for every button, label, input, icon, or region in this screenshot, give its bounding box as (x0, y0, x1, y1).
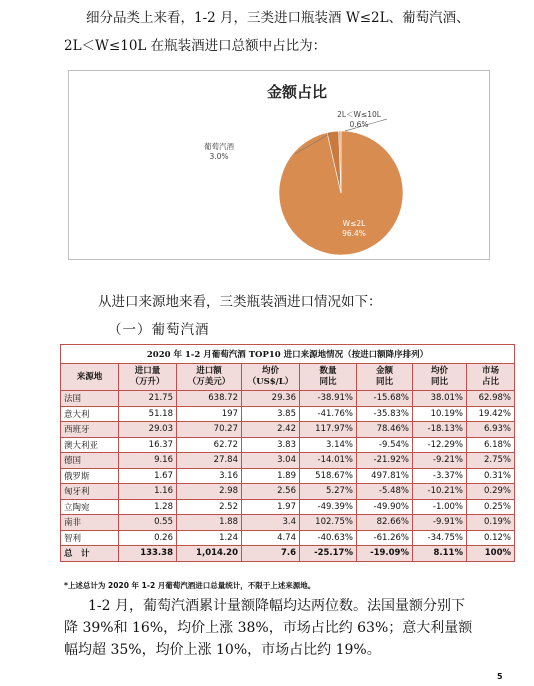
source-paragraph: 从进口来源地来看，三类瓶装酒进口情况如下： (98, 294, 382, 310)
slice-label: 葡萄汽酒 (204, 142, 234, 151)
table-row (61, 391, 515, 407)
value-cell: 197 (177, 406, 242, 422)
pie-chart (69, 71, 489, 259)
value-cell: 638.72 (177, 391, 242, 407)
country-cell: 匈牙利 (61, 484, 119, 500)
value-cell: -49.90% (357, 499, 413, 515)
value-cell: -15.68% (357, 391, 413, 407)
value-cell: 9.16 (119, 453, 177, 469)
page-number: 5 (497, 672, 503, 681)
value-cell: -5.48% (357, 484, 413, 500)
total-label-cell: 总 计 (61, 546, 119, 562)
column-header-line: 进口量 (134, 366, 161, 376)
value-cell: -9.21% (413, 453, 467, 469)
country-cell: 澳大利亚 (61, 437, 119, 453)
value-cell: 78.46% (357, 422, 413, 438)
column-header (357, 364, 413, 391)
column-header-subline: （万美元） (187, 377, 231, 387)
total-value-cell: 133.38 (119, 546, 177, 562)
value-cell: 0.26 (119, 530, 177, 546)
total-value-cell: 7.6 (242, 546, 300, 562)
value-cell: -9.91% (413, 515, 467, 531)
table-footnote: *上述总计为 2020 年 1-2 月葡萄汽酒进口总量统计，不限于上述来源地。 (64, 581, 316, 590)
value-cell: 117.97% (300, 422, 357, 438)
value-cell: -9.54% (357, 437, 413, 453)
total-value-cell: -19.09% (357, 546, 413, 562)
value-cell: 51.18 (119, 406, 177, 422)
value-cell: 0.31% (467, 468, 515, 484)
column-header (242, 364, 300, 391)
value-cell: -3.37% (413, 468, 467, 484)
country-cell: 南非 (61, 515, 119, 531)
column-header-subline: （万升） (130, 377, 165, 387)
value-cell: 62.72 (177, 437, 242, 453)
value-cell: 1.67 (119, 468, 177, 484)
value-cell: 3.83 (242, 437, 300, 453)
chart-title: 金额占比 (266, 83, 328, 101)
intro-paragraph-line-2: 2L＜W≤10L 在瓶装酒进口总额中占比为： (64, 38, 327, 54)
total-value-cell: -25.17% (300, 546, 357, 562)
value-cell: 497.81% (357, 468, 413, 484)
value-cell: 0.12% (467, 530, 515, 546)
value-cell: 6.93% (467, 422, 515, 438)
analysis-line-1: 1-2 月，葡萄汽酒累计量额降幅均达两位数。法国量额分别下 (88, 598, 465, 614)
slice-value-label: 96.4% (342, 229, 366, 238)
column-header-subline: 同比 (430, 377, 448, 387)
column-header (300, 364, 357, 391)
value-cell: 2.56 (242, 484, 300, 500)
column-header-line: 均价 (261, 366, 279, 376)
value-cell: 3.85 (242, 406, 300, 422)
analysis-line-2: 降 39%和 16%，均价上涨 38%，市场占比约 63%；意大利量额 (64, 620, 473, 636)
table-caption: 2020 年 1-2 月葡萄汽酒 TOP10 进口来源地情况（按进口额降序排列） (61, 345, 515, 364)
value-cell: 1.89 (242, 468, 300, 484)
country-cell: 西班牙 (61, 422, 119, 438)
value-cell: 3.4 (242, 515, 300, 531)
value-cell: -38.91% (300, 391, 357, 407)
value-cell: 62.98% (467, 391, 515, 407)
value-cell: 16.37 (119, 437, 177, 453)
table-header-row (61, 364, 515, 391)
value-cell: 2.42 (242, 422, 300, 438)
value-cell: -18.13% (413, 422, 467, 438)
value-cell: 1.88 (177, 515, 242, 531)
value-cell: 2.52 (177, 499, 242, 515)
value-cell: 21.75 (119, 391, 177, 407)
intro-paragraph-line-1: 细分品类上来看，1-2 月，三类进口瓶装酒 W≤2L、葡萄汽酒、 (86, 10, 470, 26)
value-cell: 0.25% (467, 499, 515, 515)
slice-value-label: 3.0% (209, 152, 229, 161)
table-row (61, 437, 515, 453)
column-header (413, 364, 467, 391)
table-row (61, 468, 515, 484)
column-header-line: 均价 (430, 366, 448, 376)
value-cell: 3.14% (300, 437, 357, 453)
column-header-subline: 同比 (375, 377, 393, 387)
country-cell: 智利 (61, 530, 119, 546)
value-cell: 38.01% (413, 391, 467, 407)
value-cell: 70.27 (177, 422, 242, 438)
value-cell: -21.92% (357, 453, 413, 469)
value-cell: 5.27% (300, 484, 357, 500)
slice-value-label: 0.6% (349, 120, 369, 129)
value-cell: 3.04 (242, 453, 300, 469)
import-table (60, 344, 515, 562)
column-header (119, 364, 177, 391)
value-cell: 29.36 (242, 391, 300, 407)
pie-chart-box (68, 70, 490, 260)
value-cell: 1.28 (119, 499, 177, 515)
table-row (61, 484, 515, 500)
table-total-row (61, 546, 515, 562)
value-cell: 1.97 (242, 499, 300, 515)
country-cell: 立陶宛 (61, 499, 119, 515)
analysis-line-3: 幅均超 35%，均价上涨 10%，市场占比约 19%。 (64, 642, 381, 658)
value-cell: 518.67% (300, 468, 357, 484)
value-cell: 0.55 (119, 515, 177, 531)
value-cell: 0.29% (467, 484, 515, 500)
column-header-subline: 同比 (319, 377, 337, 387)
value-cell: 19.42% (467, 406, 515, 422)
column-header-line: 进口额 (196, 366, 222, 376)
column-header-subline: （US$/L） (247, 377, 294, 387)
total-value-cell: 100% (467, 546, 515, 562)
value-cell: -41.76% (300, 406, 357, 422)
country-cell: 意大利 (61, 406, 119, 422)
value-cell: -10.21% (413, 484, 467, 500)
value-cell: 82.66% (357, 515, 413, 531)
value-cell: 10.19% (413, 406, 467, 422)
value-cell: 3.16 (177, 468, 242, 484)
column-header (61, 364, 119, 391)
value-cell: 4.74 (242, 530, 300, 546)
column-header (177, 364, 242, 391)
value-cell: 6.18% (467, 437, 515, 453)
column-header-line: 数量 (319, 366, 337, 376)
slice-label: W≤2L (342, 219, 366, 228)
value-cell: 2.98 (177, 484, 242, 500)
column-header-subline: 占比 (482, 377, 500, 387)
slice-label: 2L＜W≤10L (337, 110, 381, 119)
value-cell: 102.75% (300, 515, 357, 531)
value-cell: -34.75% (413, 530, 467, 546)
section-heading: （一）葡萄汽酒 (108, 322, 210, 338)
value-cell: -12.29% (413, 437, 467, 453)
column-header-line: 金额 (375, 366, 393, 376)
table-row (61, 499, 515, 515)
table-row (61, 530, 515, 546)
value-cell: 0.19% (467, 515, 515, 531)
table-row (61, 453, 515, 469)
value-cell: -40.63% (300, 530, 357, 546)
country-cell: 法国 (61, 391, 119, 407)
import-table-wrapper (60, 344, 514, 562)
value-cell: -1.00% (413, 499, 467, 515)
table-row (61, 406, 515, 422)
column-header-line: 来源地 (76, 371, 103, 382)
value-cell: -49.39% (300, 499, 357, 515)
column-header-line: 市场 (482, 366, 500, 376)
total-value-cell: 8.11% (413, 546, 467, 562)
table-row (61, 515, 515, 531)
value-cell: -14.01% (300, 453, 357, 469)
table-row (61, 422, 515, 438)
value-cell: 27.84 (177, 453, 242, 469)
country-cell: 俄罗斯 (61, 468, 119, 484)
country-cell: 德国 (61, 453, 119, 469)
value-cell: 29.03 (119, 422, 177, 438)
value-cell: 2.75% (467, 453, 515, 469)
value-cell: 1.16 (119, 484, 177, 500)
value-cell: 1.24 (177, 530, 242, 546)
total-value-cell: 1,014.20 (177, 546, 242, 562)
column-header (467, 364, 515, 391)
value-cell: -35.83% (357, 406, 413, 422)
value-cell: -61.26% (357, 530, 413, 546)
